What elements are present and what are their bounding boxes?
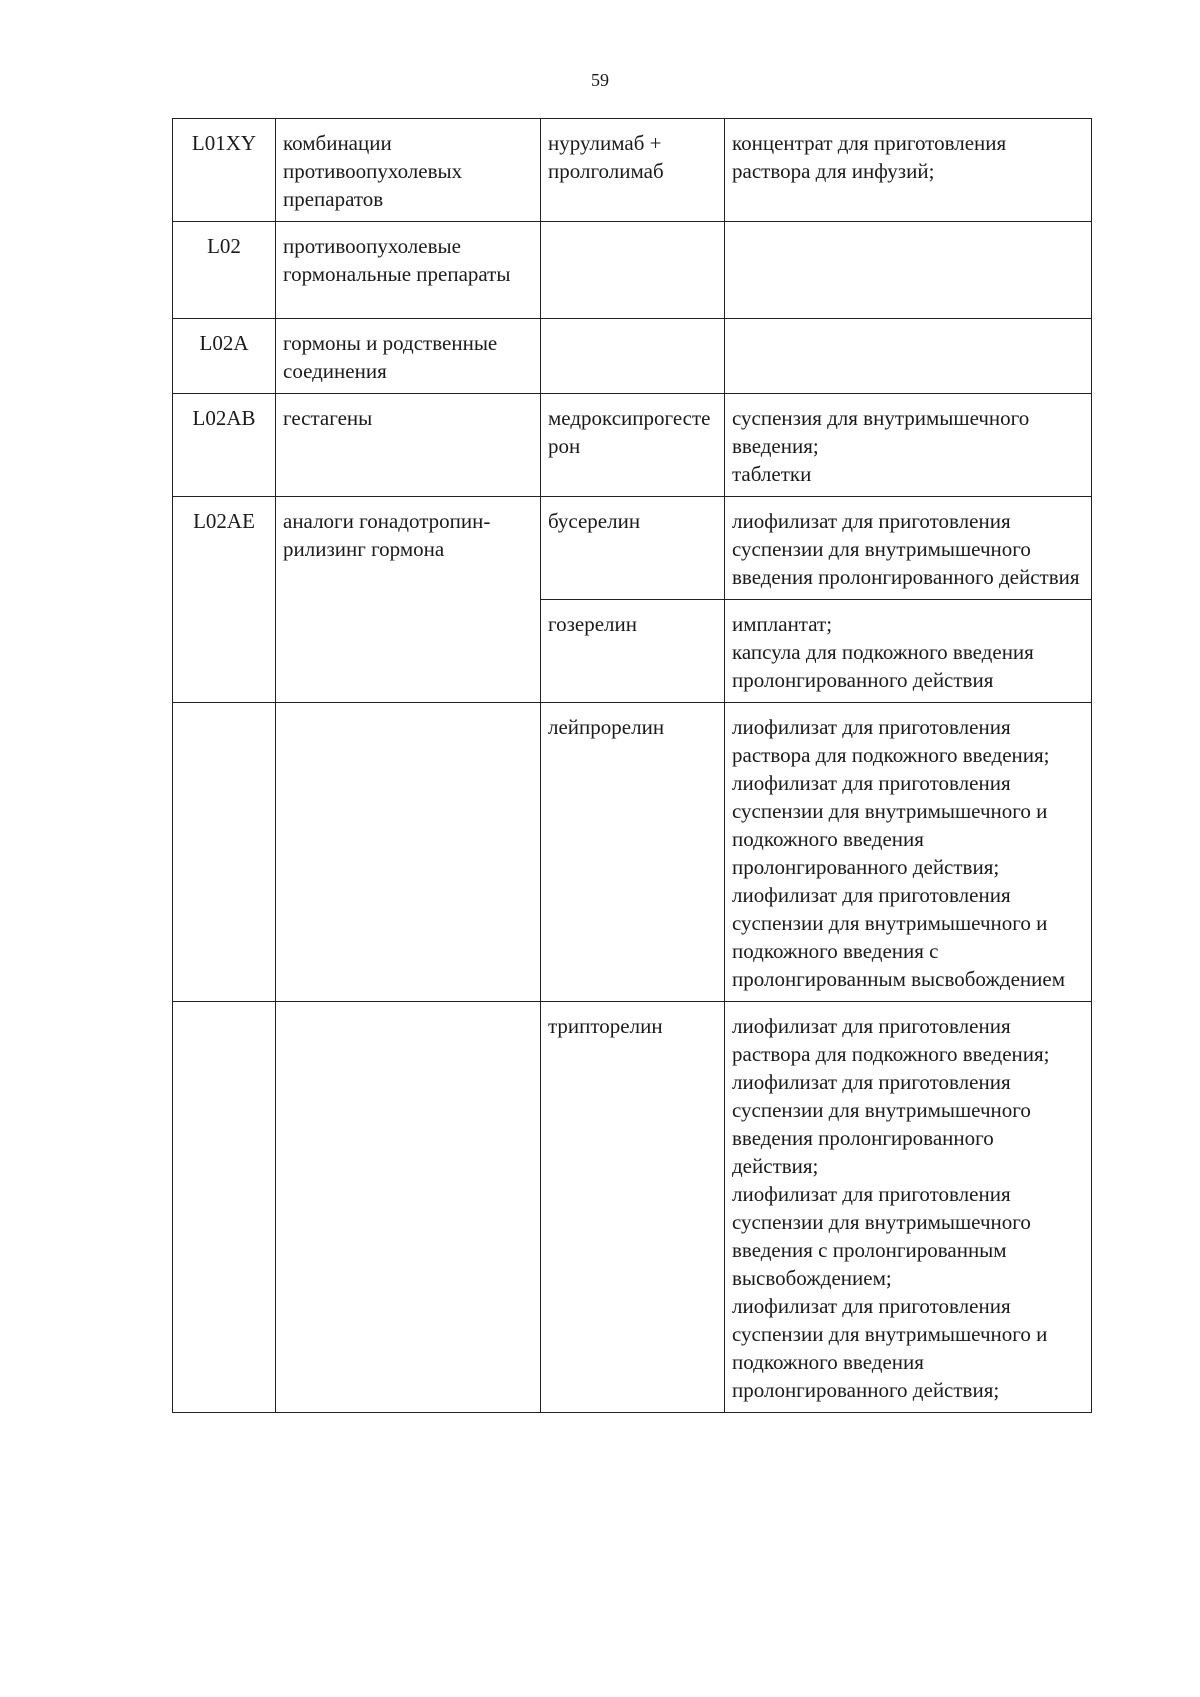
dosage-form: таблетки xyxy=(732,462,812,486)
dosage-form: лиофилизат для приготовления суспензии для внутримышечного введения с пролонгированным высвобождением; xyxy=(732,1182,1031,1290)
table-row xyxy=(173,703,1092,1002)
dosage-form-cell xyxy=(725,600,1092,703)
drug-name-cell: гозерелин xyxy=(541,600,725,703)
table-row xyxy=(173,1002,1092,1413)
dosage-form-cell xyxy=(725,497,1092,600)
table-row xyxy=(173,319,1092,394)
anatomical-group-cell: гормоны и родственные соединения xyxy=(276,319,541,394)
anatomical-group-cell: аналоги гонадотропин-рилизинг гормона xyxy=(276,497,541,703)
atc-code-cell xyxy=(173,1002,276,1413)
dosage-form: лиофилизат для приготовления суспензии для внутримышечного и подкожного введения пролонгированного действия; xyxy=(732,1294,1048,1402)
dosage-form: лиофилизат для приготовления раствора для подкожного введения; xyxy=(732,715,1050,767)
table-row xyxy=(173,497,1092,600)
dosage-form: лиофилизат для приготовления суспензии для внутримышечного и подкожного введения с пролонгированным высвобождением xyxy=(732,883,1065,991)
dosage-form: капсула для подкожного введения пролонгированного действия xyxy=(732,640,1034,692)
atc-drug-table xyxy=(172,118,1092,1413)
dosage-form: лиофилизат для приготовления суспензии для внутримышечного введения пролонгированного действия; xyxy=(732,1070,1031,1178)
dosage-form: лиофилизат для приготовления суспензии для внутримышечного и подкожного введения пролонгированного действия; xyxy=(732,771,1048,879)
table-row xyxy=(173,222,1092,319)
anatomical-group-cell: противоопухолевые гормональные препараты xyxy=(276,222,541,319)
dosage-form: суспензия для внутримышечного введения; xyxy=(732,406,1030,458)
drug-name-cell: лейпрорелин xyxy=(541,703,725,1002)
anatomical-group-cell: комбинации противоопухолевых препаратов xyxy=(276,119,541,222)
drug-name-cell: медроксипрогестерон xyxy=(541,394,725,497)
dosage-form-cell xyxy=(725,319,1092,394)
table-row xyxy=(173,119,1092,222)
drug-name-cell: трипторелин xyxy=(541,1002,725,1413)
drug-name-cell xyxy=(541,222,725,319)
anatomical-group-cell xyxy=(276,703,541,1002)
dosage-form-cell xyxy=(725,222,1092,319)
table-row xyxy=(173,394,1092,497)
dosage-form: лиофилизат для приготовления суспензии для внутримышечного введения пролонгированного действия xyxy=(732,509,1080,589)
anatomical-group-cell xyxy=(276,1002,541,1413)
anatomical-group-cell: гестагены xyxy=(276,394,541,497)
dosage-form-cell xyxy=(725,703,1092,1002)
atc-code-cell: L02A xyxy=(173,319,276,394)
atc-code-cell: L02AE xyxy=(173,497,276,703)
drug-name-cell: бусерелин xyxy=(541,497,725,600)
atc-code-cell xyxy=(173,703,276,1002)
dosage-form-cell xyxy=(725,119,1092,222)
dosage-form: лиофилизат для приготовления раствора для подкожного введения; xyxy=(732,1014,1050,1066)
atc-code-cell: L02AB xyxy=(173,394,276,497)
drug-name-cell xyxy=(541,319,725,394)
atc-code-cell: L02 xyxy=(173,222,276,319)
dosage-form-cell xyxy=(725,1002,1092,1413)
dosage-form: концентрат для приготовления раствора для инфузий; xyxy=(732,131,1007,183)
page-number: 59 xyxy=(591,70,609,90)
dosage-form: имплантат; xyxy=(732,612,833,636)
atc-code-cell: L01XY xyxy=(173,119,276,222)
dosage-form-cell xyxy=(725,394,1092,497)
drug-name-cell: нурулимаб + пролголимаб xyxy=(541,119,725,222)
